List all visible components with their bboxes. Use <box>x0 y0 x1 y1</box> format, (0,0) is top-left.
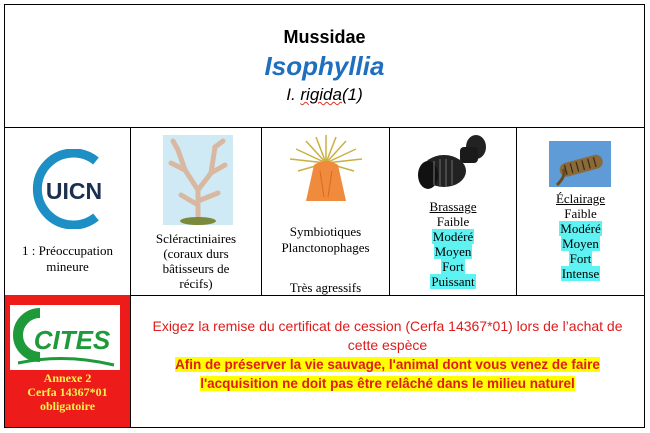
family-name: Mussidae <box>283 27 366 47</box>
feeding-line1: Symbiotiques <box>289 224 362 239</box>
cites-logo-icon <box>10 305 120 370</box>
pump-icon <box>416 133 496 193</box>
light-level-label: Faible <box>564 206 597 221</box>
light-level-label: Moyen <box>562 236 599 251</box>
polyp-icon <box>286 135 366 205</box>
release-warning-line1: Afin de préserver la vie sauvage, l'animal dont vous venez de faire <box>175 357 600 372</box>
cites-logo <box>10 305 120 370</box>
temperament: Très agressifs <box>289 280 362 295</box>
uicn-logo-text: UICN <box>45 178 103 204</box>
flow-level-label: Puissant <box>431 274 475 289</box>
species-sheet <box>4 4 645 428</box>
species-header <box>5 5 644 128</box>
feeding-cell <box>262 127 390 295</box>
light-level-0 <box>517 206 644 221</box>
light-level-label: Intense <box>561 266 600 281</box>
light-level-label: Fort <box>569 251 592 266</box>
flow-title: Brassage <box>429 199 477 214</box>
release-warning-line2: l'acquisition ne doit pas être relâché dans le milieu naturel <box>200 376 575 391</box>
coral-type-cell <box>131 127 262 295</box>
species-name <box>5 85 644 105</box>
cites-logo-text: CITES <box>33 325 111 355</box>
release-warning <box>139 355 636 393</box>
cites-annex: Annexe 2 <box>43 371 92 385</box>
flow-level-label: Moyen <box>434 244 472 259</box>
genus-name: Isophyllia <box>264 51 385 81</box>
flow-level-label: Modéré <box>432 229 474 244</box>
flow-level-4 <box>390 274 516 289</box>
light-level-label: Modéré <box>560 221 601 236</box>
certificate-notice: Exigez la remise du certificat de cession (Cerfa 14367*01) lors de l’achat de cette espèce <box>152 318 623 353</box>
coral-icon <box>163 135 233 225</box>
species-footnote: (1) <box>341 85 363 104</box>
uicn-cell <box>5 127 131 295</box>
light-level-1 <box>517 221 644 236</box>
coral-type-line2: (coraux durs <box>163 246 229 261</box>
uicn-logo-icon <box>18 149 118 229</box>
light-level-2 <box>517 236 644 251</box>
lamp-icon <box>549 141 611 187</box>
light-title: Éclairage <box>555 191 606 206</box>
coral-type-line1: Scléractiniaires <box>155 231 237 246</box>
flow-level-label: Fort <box>442 259 464 274</box>
coral-type-line4: récifs) <box>179 276 213 291</box>
flow-level-1 <box>390 229 516 244</box>
cites-obligatory: obligatoire <box>39 399 96 413</box>
coral-type-line3: bâtisseurs de <box>162 261 230 276</box>
light-cell <box>517 127 644 295</box>
uicn-status-line1: 1 : Préoccupation <box>22 243 113 258</box>
flow-cell <box>390 127 517 295</box>
species-epithet: rigida <box>300 85 342 104</box>
flow-level-label: Faible <box>436 214 470 229</box>
cites-row <box>5 295 644 427</box>
cites-cerfa: Cerfa 14367*01 <box>27 385 108 399</box>
uicn-status-line2: mineure <box>46 259 89 274</box>
feeding-line2: Planctonophages <box>281 240 370 255</box>
light-level-4 <box>517 266 644 281</box>
light-level-3 <box>517 251 644 266</box>
cites-info <box>5 371 130 413</box>
flow-level-2 <box>390 244 516 259</box>
notice-cell <box>131 295 644 427</box>
species-prefix: I. <box>286 85 301 104</box>
characteristics-row <box>5 127 644 296</box>
cites-cell <box>5 295 131 427</box>
flow-level-3 <box>390 259 516 274</box>
flow-level-0 <box>390 214 516 229</box>
